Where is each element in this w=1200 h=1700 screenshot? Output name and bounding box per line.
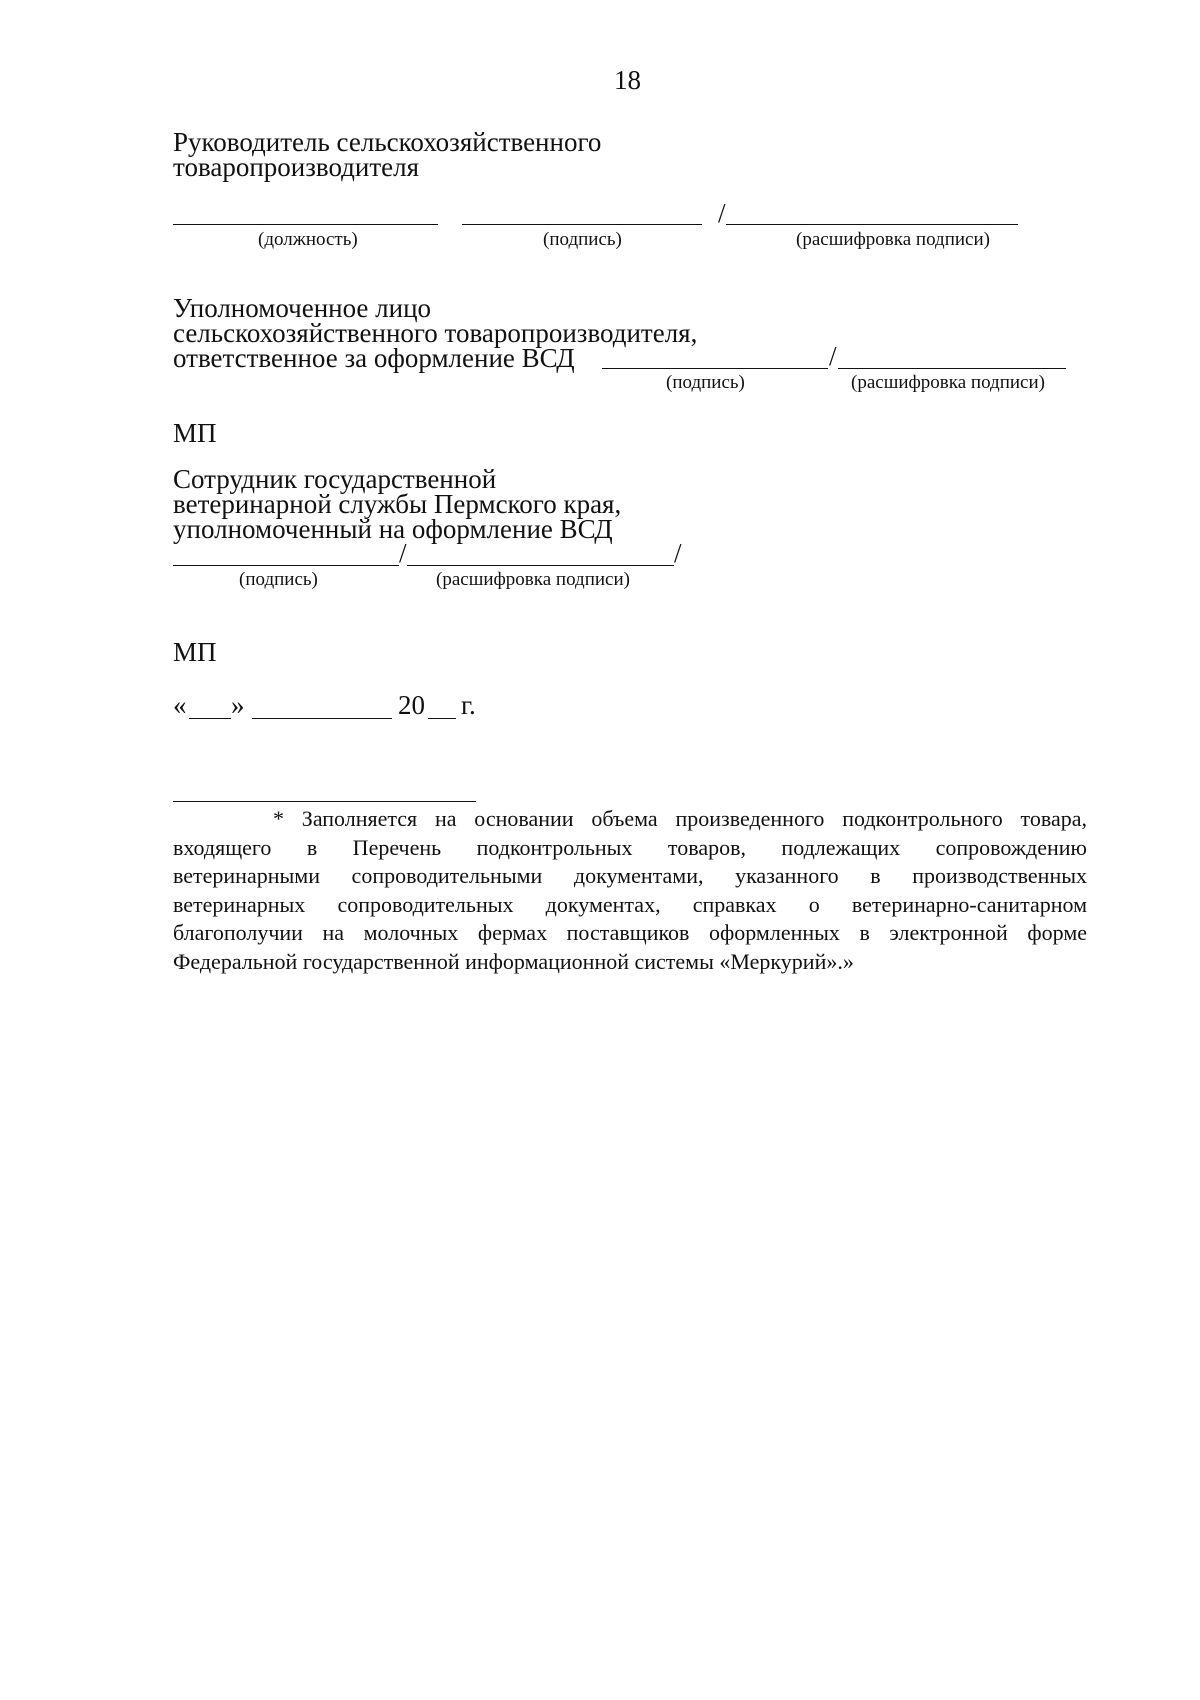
stamp-label: МП — [173, 637, 217, 667]
footnote-line: входящего в Перечень подконтрольных товаров, подлежащих сопровождению — [173, 834, 1087, 860]
vet-slash-2: / — [674, 538, 682, 568]
vet-line1: Сотрудник государственной — [173, 464, 497, 494]
vet-decoding-line[interactable] — [407, 565, 674, 566]
authorized-decoding-line[interactable] — [838, 368, 1066, 369]
stamp-label: МП — [173, 418, 217, 448]
authorized-line1: Уполномоченное лицо — [173, 293, 432, 323]
page-number: 18 — [614, 65, 641, 95]
head-position-line[interactable] — [173, 224, 438, 225]
date-day-line[interactable] — [189, 718, 231, 719]
vet-slash-1: / — [399, 538, 407, 568]
date-open-quote: « — [173, 690, 187, 720]
authorized-slash: / — [829, 341, 837, 371]
date-year-suffix: г. — [461, 690, 476, 720]
authorized-line3: ответственное за оформление ВСД — [173, 343, 575, 373]
vet-signature-line[interactable] — [173, 565, 399, 566]
authorized-caption-signature: (подпись) — [666, 372, 745, 393]
footnote-line: Федеральной государственной информационной системы «Меркурий».» — [173, 948, 854, 974]
head-title-line1: Руководитель сельскохозяйственного — [173, 127, 602, 157]
head-slash: / — [718, 198, 726, 228]
vet-caption-signature: (подпись) — [239, 569, 318, 590]
head-signature-line[interactable] — [462, 224, 702, 225]
head-caption-position: (должность) — [258, 229, 358, 250]
authorized-caption-decoding: (расшифровка подписи) — [851, 372, 1045, 393]
footnote-line: ветеринарных сопроводительных документах, справках о ветеринарно-санитарном — [173, 891, 1087, 917]
vet-caption-decoding: (расшифровка подписи) — [436, 569, 630, 590]
head-caption-signature: (подпись) — [543, 229, 622, 250]
authorized-signature-line[interactable] — [602, 368, 828, 369]
head-title-line2: товаропроизводителя — [173, 152, 420, 182]
footnote — [173, 805, 1087, 976]
date-month-line[interactable] — [252, 718, 392, 719]
vet-line2: ветеринарной службы Пермского края, — [173, 489, 622, 519]
footnote-line: ветеринарными сопроводительными документами, указанного в производственных — [173, 863, 1087, 888]
footnote-line: благополучии на молочных фермах поставщиков оформленных в электронной форме — [173, 920, 1087, 945]
footnote-line: * Заполняется на основании объема произведенного подконтрольного товара, — [273, 806, 1087, 831]
date-year-prefix: 20 — [398, 690, 425, 720]
vet-line3: уполномоченный на оформление ВСД — [173, 514, 613, 544]
date-year-line[interactable] — [428, 718, 456, 719]
footnote-separator — [173, 801, 476, 802]
authorized-line2: сельскохозяйственного товаропроизводителя, — [173, 318, 698, 348]
date-close-quote: » — [231, 690, 245, 720]
head-decoding-line[interactable] — [726, 224, 1018, 225]
head-caption-decoding: (расшифровка подписи) — [796, 229, 990, 250]
